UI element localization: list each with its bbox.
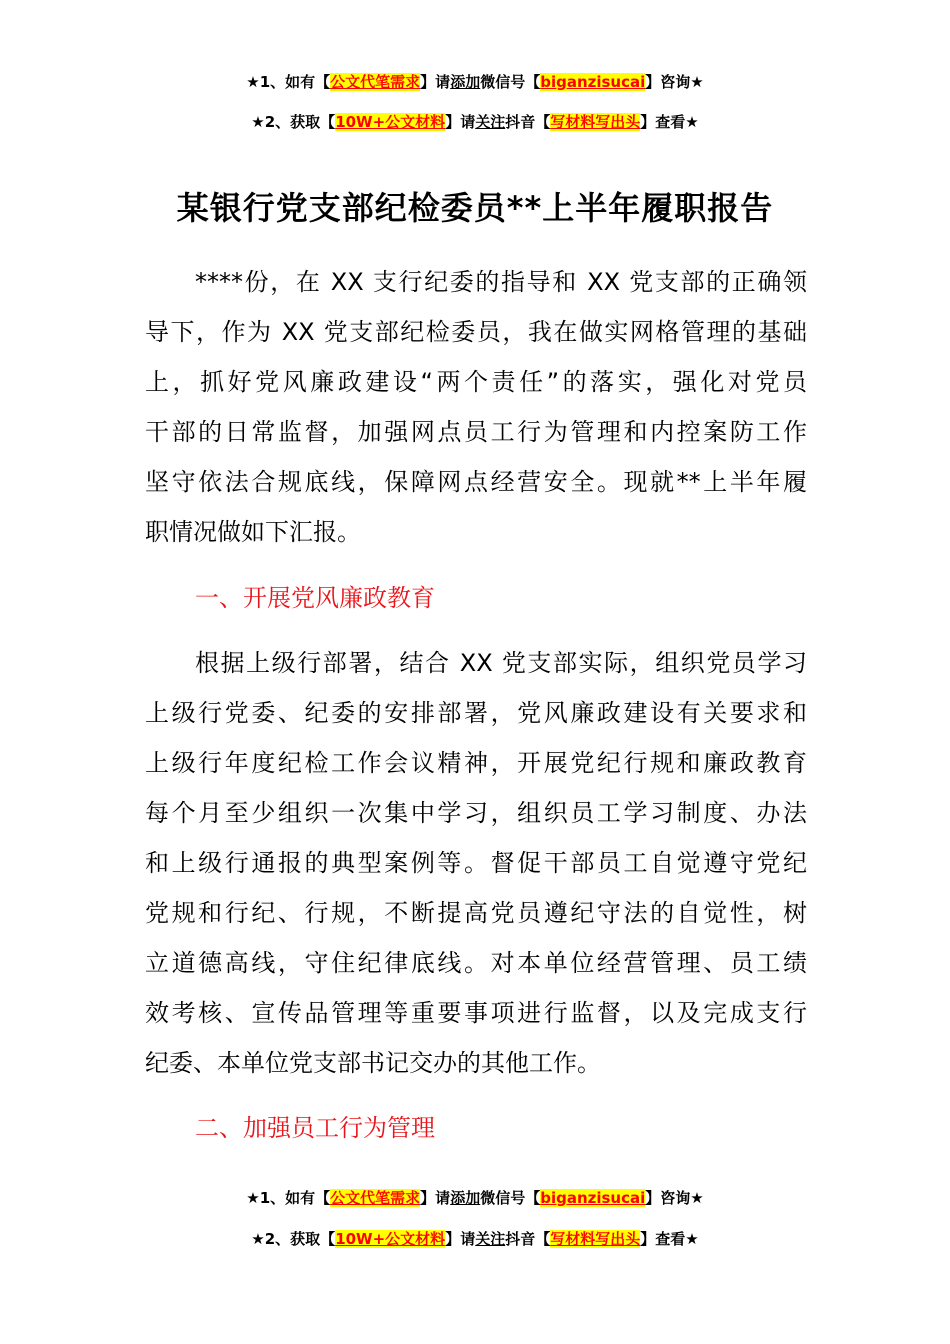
intro-line: 干部的日常监督，加强网点员工行为管理和内控案防工作	[145, 418, 807, 446]
top-banner-line-1	[0, 72, 950, 92]
banner-emphasis: 关注	[475, 113, 506, 131]
banner-text: 】咨询★	[645, 1189, 704, 1207]
section1-line: 立道德高线，守住纪律底线。对本单位经营管理、员工绩	[145, 949, 807, 977]
banner-douyin-id: 写材料写出头	[550, 113, 641, 131]
banner-wechat-id: biganzisucai	[540, 73, 646, 91]
section1-line: 根据上级行部署，结合 XX 党支部实际，组织党员学习	[195, 649, 807, 677]
bottom-banner-line-1	[0, 1188, 950, 1208]
banner-highlight: 公文代笔需求	[330, 73, 421, 91]
banner-text: ★1、如有【	[246, 1189, 331, 1207]
intro-line: 坚守依法合规底线，保障网点经营安全。现就**上半年履	[145, 468, 807, 496]
banner-highlight: 10W+公文材料	[335, 1230, 446, 1248]
banner-text: 微信号【	[480, 1189, 541, 1207]
section1-line: 纪委、本单位党支部书记交办的其他工作。	[145, 1049, 601, 1077]
banner-text: 】请	[445, 113, 476, 131]
banner-text: ★2、获取【	[251, 1230, 336, 1248]
banner-text: 】查看★	[640, 113, 699, 131]
section1-line: 效考核、宣传品管理等重要事项进行监督，以及完成支行	[145, 999, 807, 1027]
section1-line: 上级行年度纪检工作会议精神，开展党纪行规和廉政教育	[145, 749, 807, 777]
intro-line: ****份，在 XX 支行纪委的指导和 XX 党支部的正确领	[195, 268, 807, 296]
banner-text: 】请	[420, 73, 451, 91]
intro-line: 职情况做如下汇报。	[145, 518, 361, 546]
section1-line: 每个月至少组织一次集中学习，组织员工学习制度、办法	[145, 799, 807, 827]
banner-text: ★1、如有【	[246, 73, 331, 91]
banner-text: 微信号【	[480, 73, 541, 91]
section1-line: 上级行党委、纪委的安排部署，党风廉政建设有关要求和	[145, 699, 807, 727]
intro-line: 上，抓好党风廉政建设“两个责任”的落实，强化对党员	[145, 368, 807, 396]
document-title: 某银行党支部纪检委员**上半年履职报告	[176, 189, 774, 227]
banner-text: 抖音【	[505, 1230, 551, 1248]
banner-text: ★2、获取【	[251, 113, 336, 131]
banner-text: 】咨询★	[645, 73, 704, 91]
section-heading-1: 一、开展党风廉政教育	[195, 584, 435, 612]
banner-highlight: 10W+公文材料	[335, 113, 446, 131]
banner-highlight: 公文代笔需求	[330, 1189, 421, 1207]
banner-emphasis: 添加	[450, 1189, 481, 1207]
section1-line: 党规和行纪、行规，不断提高党员遵纪守法的自觉性，树	[145, 899, 807, 927]
intro-line: 导下，作为 XX 党支部纪检委员，我在做实网格管理的基础	[145, 318, 807, 346]
banner-emphasis: 关注	[475, 1230, 506, 1248]
banner-wechat-id: biganzisucai	[540, 1189, 646, 1207]
section1-line: 和上级行通报的典型案例等。督促干部员工自觉遵守党纪	[145, 849, 807, 877]
section-heading-2: 二、加强员工行为管理	[195, 1114, 435, 1142]
banner-text: 抖音【	[505, 113, 551, 131]
banner-emphasis: 添加	[450, 73, 481, 91]
top-banner-line-2	[0, 112, 950, 132]
banner-douyin-id: 写材料写出头	[550, 1230, 641, 1248]
bottom-banner-line-2	[0, 1229, 950, 1249]
banner-text: 】查看★	[640, 1230, 699, 1248]
banner-text: 】请	[445, 1230, 476, 1248]
banner-text: 】请	[420, 1189, 451, 1207]
